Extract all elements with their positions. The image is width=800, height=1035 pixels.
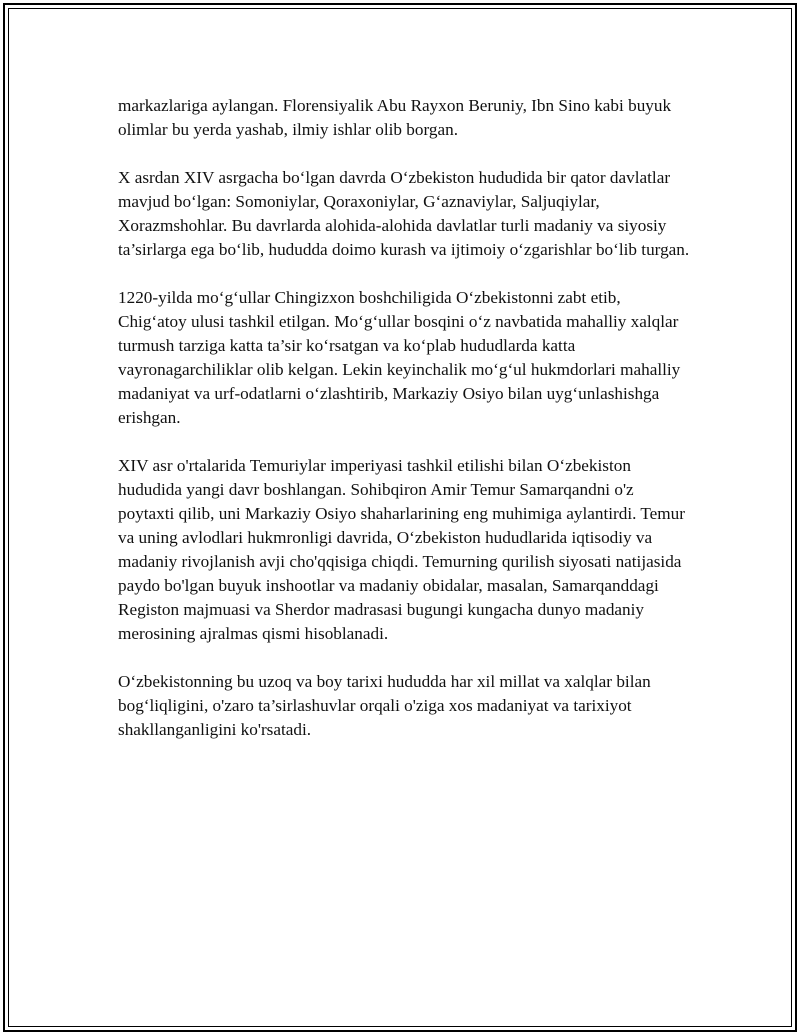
paragraph-4: XIV asr o'rtalarida Temuriylar imperiyasi tashkil etilishi bilan O‘zbekiston hududida yangi davr boshlangan. Sohibqiron Amir Temur Samarqandni o'z poytaxti qilib, uni Markaziy Osiyo shaharlarining eng muhimiga aylantirdi. Temur va uning avlodlari hukmronligi davrida, O‘zbekiston hududlarida iqtisodiy va madaniy rivojlanish avji cho'qqisiga chiqdi. Temurning qurilish siyosati natijasida paydo bo'lgan buyuk inshootlar va madaniy obidalar, masalan, Samarqanddagi Registon majmuasi va Sherdor madrasasi bugungi kungacha dunyo madaniy merosining ajralmas qismi hisoblanadi.	[118, 456, 685, 643]
paragraph-3: 1220-yilda mo‘g‘ullar Chingizxon boshchiligida O‘zbekistonni zabt etib, Chig‘atoy ulusi tashkil etilgan. Mo‘g‘ullar bosqini o‘z navbatida mahalliy xalqlar turmush tarziga katta ta’sir ko‘rsatgan va ko‘plab hududlarda katta vayronagarchiliklar olib kelgan. Lekin keyinchalik mo‘g‘ul hukmdorlari mahalliy madaniyat va urf-odatlarni o‘zlashtirib, Markaziy Osiyo bilan uyg‘unlashishga erishgan.	[118, 288, 681, 427]
paragraph-2: X asrdan XIV asrgacha bo‘lgan davrda O‘zbekiston hududida bir qator davlatlar mavjud bo‘lgan: Somoniylar, Qoraxoniylar, G‘aznaviylar, Saljuqiylar, Xorazmshohlar. Bu davrlarda alohida-alohida davlatlar turli madaniy va siyosiy ta’sirlarga ega bo‘lib, hududda doimo kurash va ijtimoiy o‘zgarishlar bo‘lib turgan.	[118, 168, 690, 259]
document-body	[118, 94, 693, 766]
paragraph-1: markazlariga aylangan. Florensiyalik Abu Rayxon Beruniy, Ibn Sino kabi buyuk olimlar bu yerda yashab, ilmiy ishlar olib borgan.	[118, 96, 672, 139]
paragraph-5: O‘zbekistonning bu uzoq va boy tarixi hududda har xil millat va xalqlar bilan bog‘liqligini, o'zaro ta’sirlashuvlar orqali o'ziga xos madaniyat va tarixiyot shakllanganligini ko'rsatadi.	[118, 672, 651, 739]
